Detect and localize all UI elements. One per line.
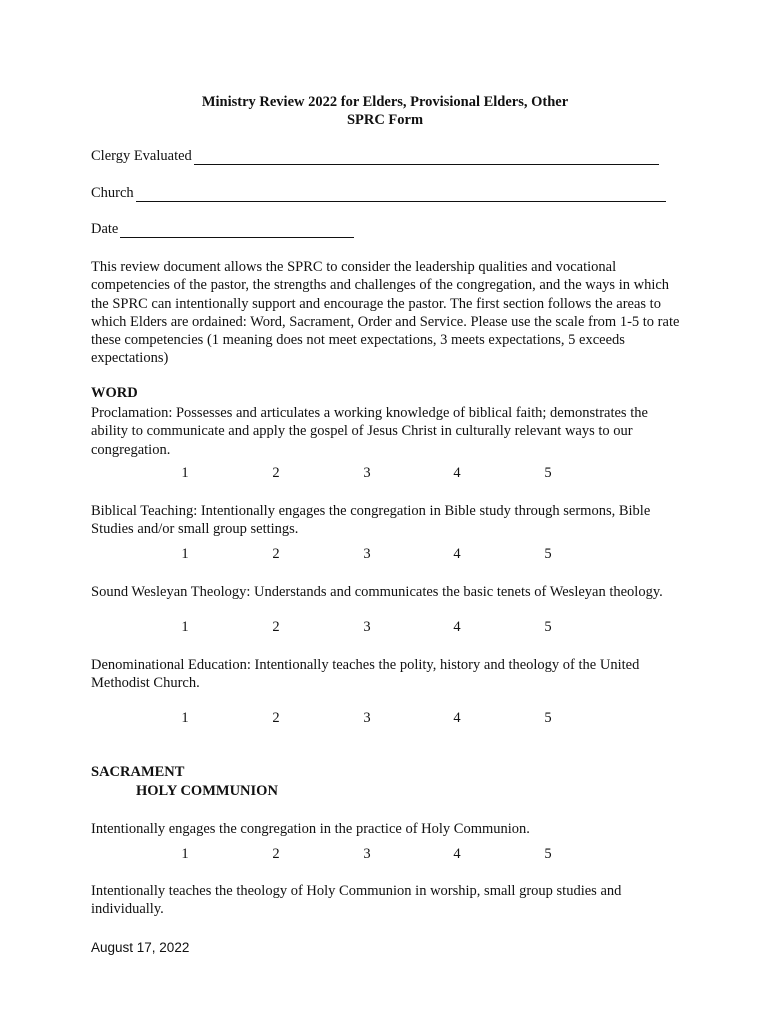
biblical-teaching-text: Biblical Teaching: Intentionally engages the congregation in Bible study through sermons, Bible Studies and/or small group settings. bbox=[91, 503, 651, 538]
sacrament-heading: SACRAMENT bbox=[91, 764, 185, 780]
clergy-evaluated-label: Clergy Evaluated bbox=[91, 148, 192, 164]
church-line[interactable] bbox=[136, 187, 666, 202]
form-subtitle: SPRC Form bbox=[346, 112, 424, 128]
holy-communion-heading: HOLY COMMUNION bbox=[136, 783, 278, 799]
rating-option[interactable]: 5 bbox=[544, 465, 552, 481]
rating-scale bbox=[0, 846, 770, 864]
form-title: Ministry Review 2022 for Elders, Provisional Elders, Other bbox=[201, 94, 569, 110]
rating-option[interactable]: 5 bbox=[544, 546, 552, 562]
rating-option[interactable]: 5 bbox=[544, 846, 552, 862]
rating-option[interactable]: 1 bbox=[181, 465, 189, 481]
rating-scale bbox=[0, 619, 770, 637]
rating-option[interactable]: 2 bbox=[272, 465, 280, 481]
rating-option[interactable]: 2 bbox=[272, 546, 280, 562]
intro-paragraph: This review document allows the SPRC to consider the leadership qualities and vocational competencies of the pastor, the strengths and challenges of the congregation, and the ways in which the SPRC can intentionally support and encourage the pastor. The first section follows the areas to which Elders are ordained: Word, Sacrament, Order and Service. Please use the scale from 1-5 to rate these competencies (1 meaning does not meet expectations, 3 meets expectations, 5 exceeds expectations) bbox=[91, 259, 680, 367]
rating-option[interactable]: 3 bbox=[363, 710, 371, 726]
rating-option[interactable]: 3 bbox=[363, 846, 371, 862]
date-label: Date bbox=[91, 221, 119, 237]
rating-scale bbox=[0, 465, 770, 483]
proclamation-text: Proclamation: Possesses and articulates a working knowledge of biblical faith; demonstrates the ability to communicate and apply the gospel of Jesus Christ in culturally relevant ways to our congregation. bbox=[91, 405, 648, 458]
rating-option[interactable]: 3 bbox=[363, 465, 371, 481]
rating-option[interactable]: 2 bbox=[272, 710, 280, 726]
date-line[interactable] bbox=[120, 223, 354, 238]
rating-option[interactable]: 4 bbox=[453, 619, 461, 635]
word-heading: WORD bbox=[91, 385, 138, 401]
wesleyan-theology-text: Sound Wesleyan Theology: Understands and communicates the basic tenets of Wesleyan theology. bbox=[91, 584, 663, 600]
communion-theology-text: Intentionally teaches the theology of Holy Communion in worship, small group studies and individually. bbox=[91, 883, 622, 918]
clergy-evaluated-line[interactable] bbox=[194, 150, 659, 165]
communion-practice-text: Intentionally engages the congregation in the practice of Holy Communion. bbox=[91, 821, 530, 837]
rating-option[interactable]: 5 bbox=[544, 619, 552, 635]
rating-option[interactable]: 1 bbox=[181, 846, 189, 862]
rating-option[interactable]: 4 bbox=[453, 465, 461, 481]
rating-option[interactable]: 2 bbox=[272, 619, 280, 635]
footer-date: August 17, 2022 bbox=[91, 940, 190, 955]
clergy-evaluated-field[interactable] bbox=[91, 148, 659, 165]
rating-option[interactable]: 3 bbox=[363, 619, 371, 635]
rating-option[interactable]: 4 bbox=[453, 846, 461, 862]
rating-option[interactable]: 1 bbox=[181, 710, 189, 726]
denominational-education-text: Denominational Education: Intentionally teaches the polity, history and theology of the United Methodist Church. bbox=[91, 657, 640, 692]
church-label: Church bbox=[91, 185, 134, 201]
rating-option[interactable]: 3 bbox=[363, 546, 371, 562]
rating-scale bbox=[0, 546, 770, 564]
rating-option[interactable]: 4 bbox=[453, 710, 461, 726]
rating-option[interactable]: 2 bbox=[272, 846, 280, 862]
rating-scale bbox=[0, 710, 770, 728]
rating-option[interactable]: 4 bbox=[453, 546, 461, 562]
rating-option[interactable]: 5 bbox=[544, 710, 552, 726]
rating-option[interactable]: 1 bbox=[181, 619, 189, 635]
rating-option[interactable]: 1 bbox=[181, 546, 189, 562]
date-field[interactable] bbox=[91, 221, 354, 238]
church-field[interactable] bbox=[91, 185, 666, 202]
